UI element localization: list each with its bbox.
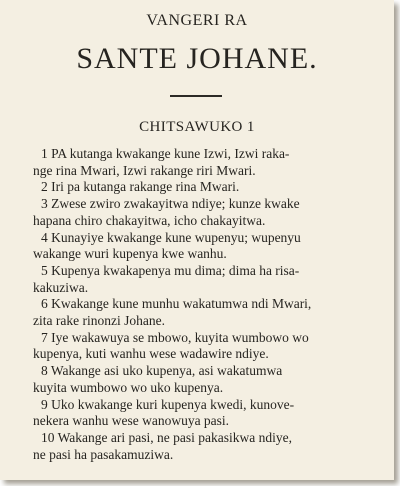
verse-line: wakange wuri kupenya kwe wanhu. — [33, 246, 227, 262]
verse-4 — [33, 230, 365, 263]
verse-line: zita rake rinonzi Johane. — [33, 313, 165, 329]
verse-line: 5 Kupenya kwakapenya mu dima; dima ha risa- — [41, 262, 300, 278]
verse-line: 4 Kunayiye kwakange kune wupenyu; wupenyu — [41, 229, 301, 245]
verse-line: 2 Iri pa kutanga rakange rina Mwari. — [41, 179, 240, 195]
chapter-heading: CHITSAWUKO 1 — [139, 119, 255, 135]
verse-line: 7 Iye wakawuya se mbowo, kuyita wumbowo wo — [41, 329, 309, 345]
verse-1 — [33, 146, 365, 179]
verse-line: kuyita wumbowo wo uko kupenya. — [33, 379, 224, 395]
verse-line: 3 Zwese zwiro zwakayitwa ndiye; kunze kwake — [41, 196, 300, 212]
verse-6 — [33, 296, 365, 329]
verse-3 — [33, 196, 365, 229]
verse-line: kupenya, kuti wanhu wese wadawire ndiye. — [33, 346, 269, 362]
verse-9 — [33, 397, 365, 430]
verse-line: nge rina Mwari, Izwi rakange riri Mwari. — [33, 162, 256, 178]
verse-line: 1 PA kutanga kwakange kune Izwi, Izwi raka- — [41, 146, 290, 161]
verse-7 — [33, 330, 365, 363]
verse-line: 8 Wakange asi uko kupenya, asi wakatumwa — [41, 363, 283, 379]
verse-10 — [33, 430, 365, 463]
verse-line: 6 Kwakange kune munhu wakatumwa ndi Mwari, — [41, 296, 312, 312]
book-supertitle: VANGERI RA — [146, 12, 248, 29]
verse-8 — [33, 363, 365, 396]
book-title: SANTE JOHANE. — [76, 42, 318, 75]
verse-line: nekera wanhu wese wanowuya pasi. — [33, 413, 230, 429]
verse-line: ne pasi ha pasakamuziwa. — [33, 446, 174, 462]
verse-line: 10 Wakange ari pasi, ne pasi pakasikwa ndiye, — [41, 429, 292, 445]
title-divider — [170, 95, 222, 97]
verse-line: 9 Uko kwakange kuri kupenya kwedi, kunove- — [41, 396, 295, 412]
verse-2 — [33, 179, 365, 196]
verse-list — [33, 146, 365, 463]
verse-line: hapana chiro chakayitwa, icho chakayitwa. — [33, 212, 266, 228]
verse-line: kakuziwa. — [33, 279, 89, 295]
verse-5 — [33, 263, 365, 296]
